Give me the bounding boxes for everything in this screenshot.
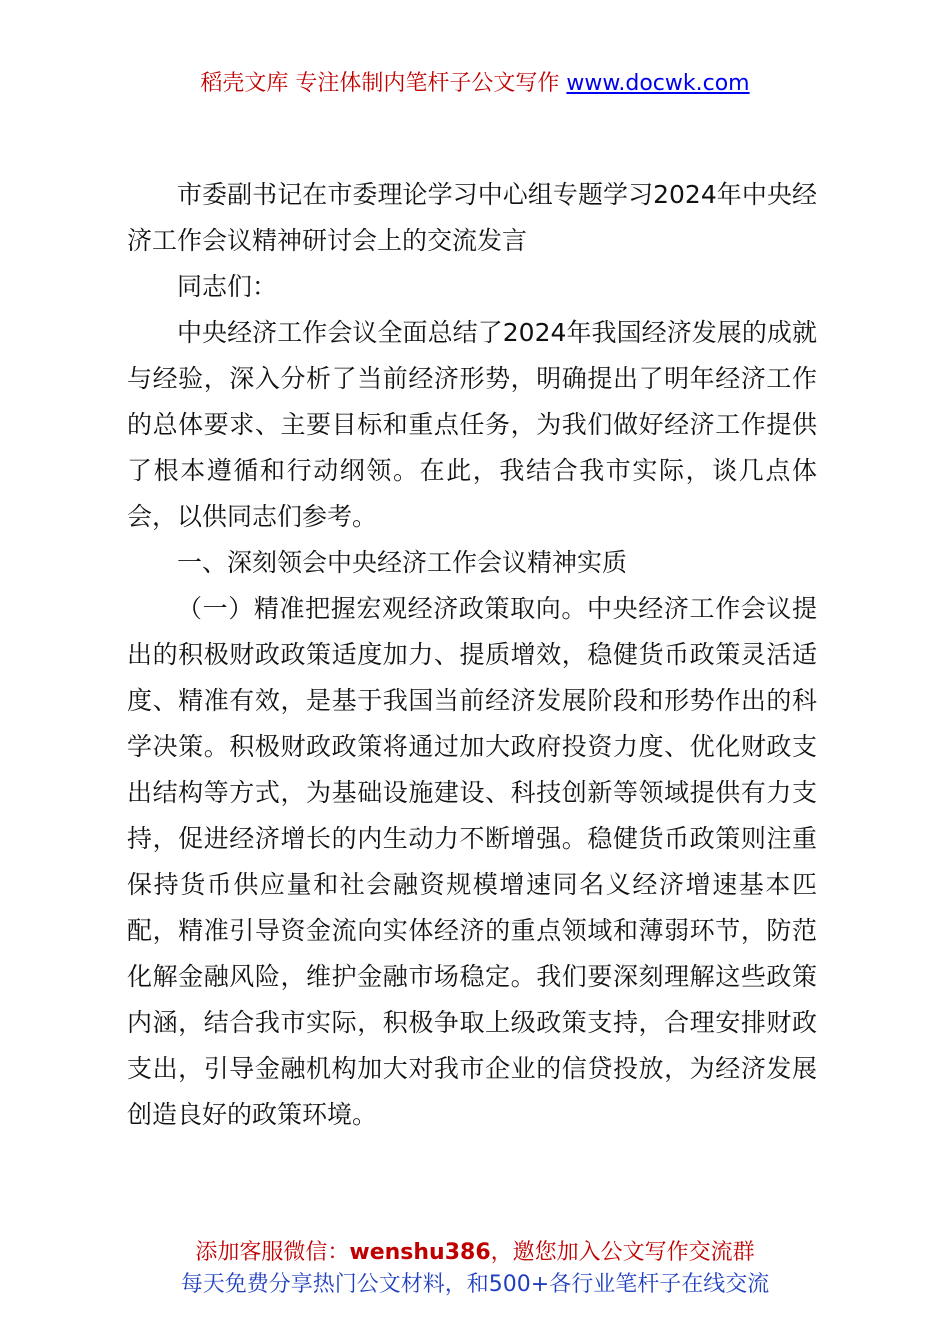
brand-text: 稻壳文库 专注体制内笔杆子公文写作 <box>200 71 567 96</box>
page-header <box>0 68 950 100</box>
page-footer <box>0 1237 950 1301</box>
paragraph-intro: 中央经济工作会议全面总结了2024年我国经济发展的成就与经验，深入分析了当前经济形势，明确提出了明年经济工作的总体要求、主要目标和重点任务，为我们做好经济工作提供了根本遵循和行动纲领。在此，我结合我市实际，谈几点体会，以供同志们参考。 <box>127 318 817 531</box>
footer-wechat-suffix: ，邀您加入公文写作交流群 <box>490 1240 755 1265</box>
section-heading: 一、深刻领会中央经济工作会议精神实质 <box>177 548 628 577</box>
site-link[interactable]: www.docwk.com <box>566 71 750 96</box>
footer-wechat-line <box>0 1237 950 1269</box>
document-title: 市委副书记在市委理论学习中心组专题学习2024年中央经济工作会议精神研讨会上的交流发言 <box>127 180 817 255</box>
footer-share-line: 每天免费分享热门公文材料，和500+各行业笔杆子在线交流 <box>180 1272 770 1297</box>
document-body <box>127 172 817 1138</box>
footer-wechat-prefix: 添加客服微信： <box>195 1240 350 1265</box>
wechat-id: wenshu386 <box>349 1240 491 1265</box>
salutation: 同志们： <box>177 272 278 301</box>
paragraph-policy: （一）精准把握宏观经济政策取向。中央经济工作会议提出的积极财政政策适度加力、提质增效，稳健货币政策灵活适度、精准有效，是基于我国当前经济发展阶段和形势作出的科学决策。积极财政政策将通过加大政府投资力度、优化财政支出结构等方式，为基础设施建设、科技创新等领域提供有力支持，促进经济增长的内生动力不断增强。稳健货币政策则注重保持货币供应量和社会融资规模增速同名义经济增速基本匹配，精准引导资金流向实体经济的重点领域和薄弱环节，防范化解金融风险，维护金融市场稳定。我们要深刻理解这些政策内涵，结合我市实际，积极争取上级政策支持，合理安排财政支出，引导金融机构加大对我市企业的信贷投放，为经济发展创造良好的政策环境。 <box>127 594 817 1129</box>
